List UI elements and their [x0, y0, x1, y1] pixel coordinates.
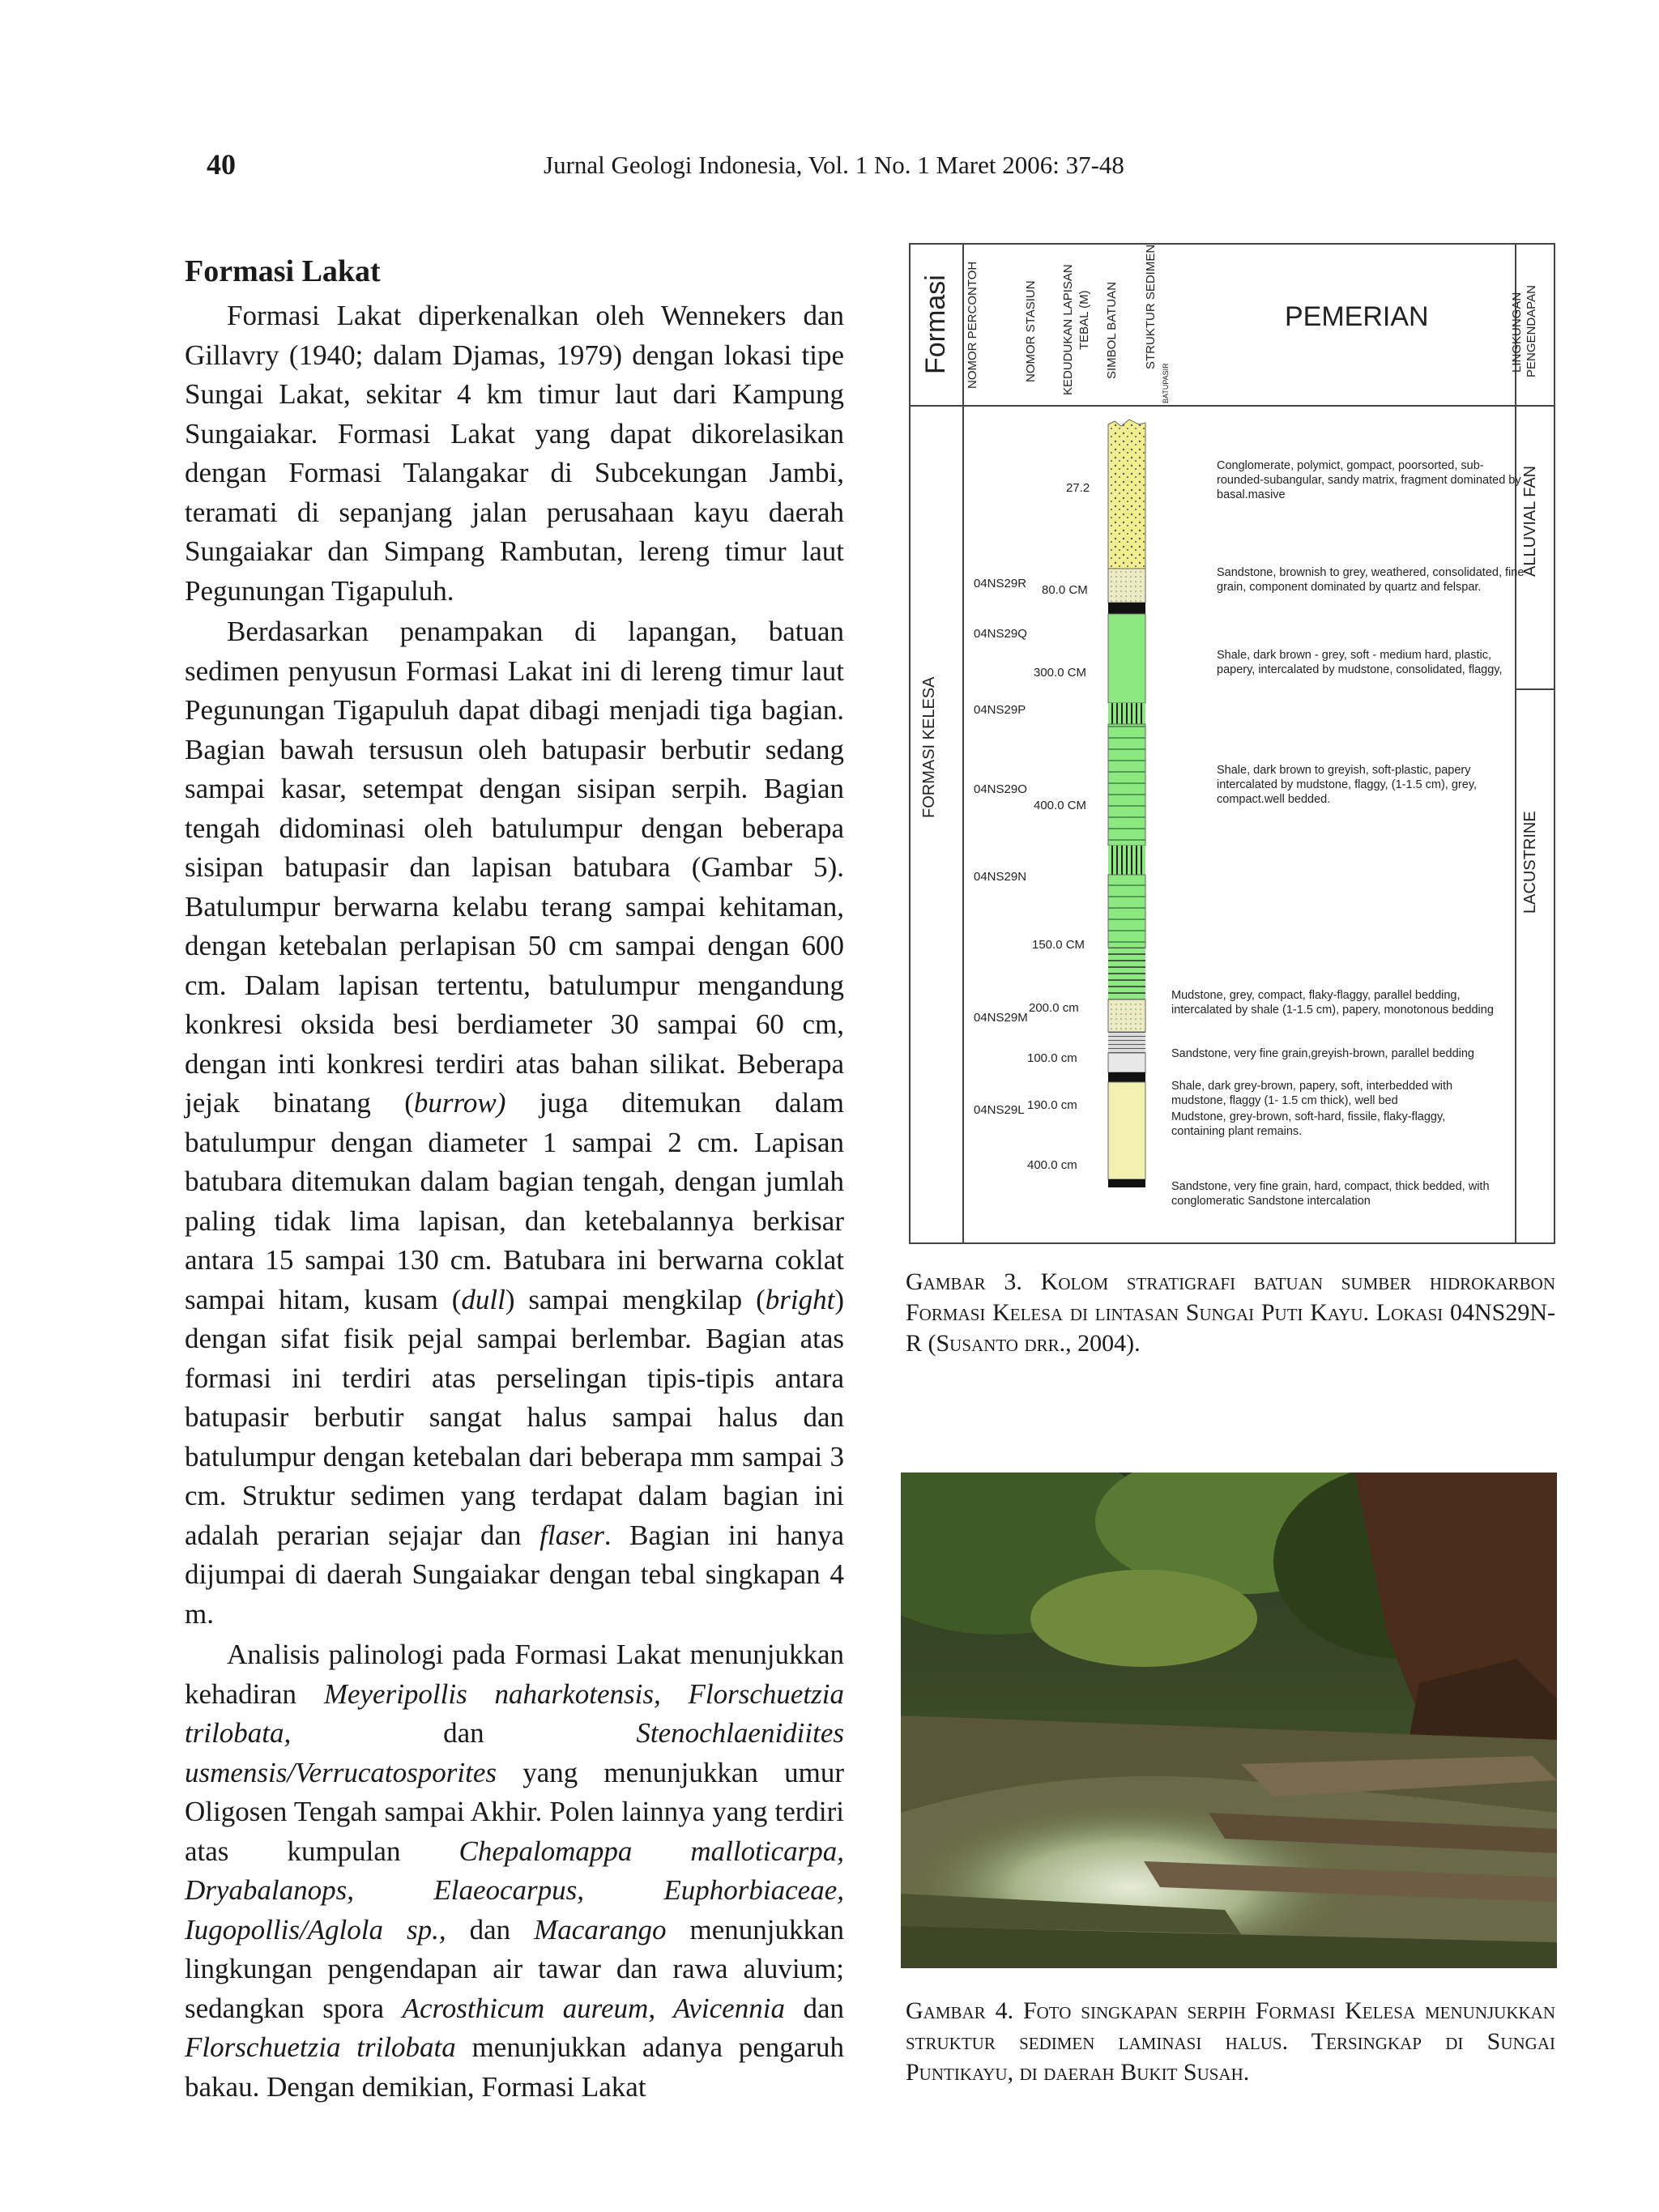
running-title: Jurnal Geologi Indonesia, Vol. 1 No. 1 Maret 2006: 37-48	[544, 151, 1124, 179]
sample-label: 04NS29N	[974, 870, 1027, 884]
header-formasi: Formasi	[920, 275, 951, 374]
paragraph-2-text-b: juga ditemukan dalam batulumpur dengan diameter 1 sampai 2 cm. Lapisan batubara ditemukan dalam bagian tengah, dengan jumlah paling tidak lima lapisan, dan ketebalannya berkisar antara 15 sampai 130 cm. Batubara ini berwarna coklat sampai hitam, kusam (	[185, 1087, 844, 1315]
header-nomor-stasiun: NOMOR STASIUN	[1024, 280, 1038, 382]
page-header	[207, 147, 1551, 188]
paragraph-3-text-f: dan	[784, 1992, 844, 2024]
base-coal	[1108, 1179, 1145, 1187]
stream-outcrop-image	[901, 1473, 1557, 1968]
description: Sandstone, very fine grain,greyish-brown, parallel bedding	[1171, 1047, 1474, 1060]
italic-taxa-5: Acrosthicum aureum, Avicennia	[402, 1992, 785, 2024]
mudstone-unit	[1108, 967, 1145, 999]
description: Conglomerate, polymict, gompact, poorsorted, sub-rounded-subangular, sandy matrix, fragment dominated by basal.masive	[1217, 459, 1521, 501]
thickness-label: 400.0 CM	[1034, 799, 1087, 812]
header-simbol: SIMBOL BATUAN	[1105, 281, 1119, 379]
header-kedudukan: KEDUDUKAN LAPISAN	[1061, 264, 1075, 395]
sandstone-hard	[1108, 1082, 1145, 1179]
thickness-label: 80.0 CM	[1042, 583, 1088, 597]
figure-4-caption: Gambar 4. Foto singkapan serpih Formasi Kelesa menunjukkan struktur sedimen laminasi halus. Tersingkap di Sungai Puntikayu, di daerah Bukit Susah.	[906, 1997, 1555, 2086]
paragraph-2-text-d: ) dengan sifat fisik pejal sampai berlembar. Bagian atas formasi ini terdiri atas perselingan tipis-tipis antara batupasir berbutir sangat halus sampai halus dan batulumpur dengan ketebalan dari beberapa mm sampai 3 cm. Struktur sedimen yang terdapat dalam bagian ini adalah perarian sejajar dan	[185, 1283, 844, 1551]
sample-label: 04NS29R	[974, 577, 1027, 590]
paragraph-2-text-e: . Bagian ini hanya dijumpai di daerah Sungaiakar dengan tebal singkapan 4 m.	[185, 1519, 844, 1630]
thickness-label: 190.0 cm	[1027, 1098, 1077, 1112]
conglomerate-unit	[1108, 420, 1145, 569]
description: Sandstone, very fine grain, hard, compact, thick bedded, with conglomeratic Sandstone intercalation	[1171, 1180, 1490, 1208]
italic-bright: bright	[765, 1283, 835, 1315]
paragraph-2	[185, 612, 844, 1634]
sample-label: 04NS29P	[974, 703, 1026, 717]
shale-laminated	[1108, 724, 1145, 846]
section-heading: Formasi Lakat	[185, 254, 381, 288]
header-pengendapan: PENGENDAPAN	[1525, 285, 1538, 377]
description: Mudstone, grey-brown, soft-hard, fissile, flaky-flaggy, containing plant remains.	[1171, 1110, 1446, 1138]
shale-grey	[1108, 1032, 1145, 1053]
italic-taxa-3: Chepalomappa malloticarpa, Dryabalanops, Elaeocarpus, Euphorbiaceae, Iugopollis/Aglola sp.,	[185, 1835, 844, 1946]
description: Mudstone, grey, compact, flaky-flaggy, parallel bedding, intercalated by shale (1-1.5 cm), papery, monotonous bedding	[1171, 989, 1494, 1016]
stratigraphic-column-figure	[909, 243, 1555, 1244]
header-nomor-percontoh: NOMOR PERCONTOH	[966, 261, 979, 389]
thickness-label: 300.0 CM	[1034, 666, 1087, 680]
sample-label: 04NS29M	[974, 1011, 1028, 1025]
header-struktur: STRUKTUR SEDIMEN	[1144, 244, 1158, 369]
header-batupasir: BATUPASIR	[1162, 363, 1170, 403]
shale-laminated	[1108, 875, 1145, 948]
italic-taxa-6: Florschuetzia trilobata	[185, 2031, 456, 2063]
sandstone-unit	[1108, 569, 1145, 603]
main-text-column	[185, 253, 844, 2108]
italic-flaser: flaser	[539, 1519, 604, 1551]
paragraph-3-text-b: dan	[291, 1717, 637, 1749]
thickness-label: 150.0 CM	[1032, 938, 1085, 952]
paragraph-3-text-g: menunjukkan adanya pengaruh bakau. Dengan demikian, Formasi Lakat	[185, 2031, 844, 2103]
italic-taxa-1: Meyeripollis naharkotensis, Florschuetzia trilobata,	[185, 1677, 845, 1749]
shale-striped	[1108, 703, 1145, 724]
description: Shale, dark brown - grey, soft - medium hard, plastic, papery, intercalated by mudstone, consolidated, flaggy,	[1217, 649, 1503, 676]
sample-label: 04NS29Q	[974, 627, 1027, 641]
paragraph-3-text-d: dan	[446, 1913, 535, 1946]
italic-taxa-2: Stenochlaenidiites usmensis/Verrucatosporites	[185, 1717, 844, 1788]
environment-lacustrine: LACUSTRINE	[1521, 811, 1539, 914]
sample-label: 04NS29O	[974, 782, 1027, 796]
paragraph-3-text-c: yang menunjukkan umur Oligosen Tengah sampai Akhir. Polen lainnya yang terdiri atas kumpulan	[185, 1756, 844, 1867]
paragraph-3-text-a: Analisis palinologi pada Formasi Lakat menunjukkan kehadiran	[185, 1639, 844, 1710]
paragraph-2-text-c: ) sampai mengkilap (	[505, 1283, 766, 1315]
italic-dull: dull	[461, 1283, 505, 1315]
shale-striped	[1108, 846, 1145, 875]
italic-burrow: burrow)	[413, 1087, 506, 1119]
coal-seam	[1108, 603, 1145, 614]
mudstone-unit	[1108, 948, 1145, 967]
sandstone-fine	[1108, 999, 1145, 1032]
thickness-label: 200.0 cm	[1029, 1001, 1079, 1015]
header-pemerian: PEMERIAN	[1285, 301, 1429, 332]
thickness-label: 27.2	[1066, 481, 1090, 495]
mudstone-grey	[1108, 1053, 1145, 1072]
outcrop-photo	[901, 1473, 1557, 1968]
italic-taxa-4: Macarango	[534, 1913, 667, 1946]
header-tebal: TEBAL (M)	[1077, 290, 1091, 350]
paragraph-1: Formasi Lakat diperkenalkan oleh Wennekers dan Gillavry (1940; dalam Djamas, 1979) dengan lokasi tipe Sungai Lakat, sekitar 4 km timur laut dari Kampung Sungaiakar. Formasi Lakat yang dapat dikorelasikan dengan Formasi Talangakar di Subcekungan Jambi, teramati di sepanjang jalan perusahaan kayu daerah Sungaiakar dan Simpang Rambutan, lereng timur laut Pegunungan Tigapuluh.	[185, 300, 844, 607]
formation-name-label: FORMASI KELESA	[920, 676, 938, 818]
paragraph-3-text-e: menunjukkan lingkungan pengendapan air tawar dan rawa aluvium; sedangkan spora	[185, 1913, 844, 2024]
description: Sandstone, brownish to grey, weathered, consolidated, fine grain, component dominated by quartz and felspar.	[1217, 566, 1525, 594]
coal-seam	[1108, 1072, 1145, 1082]
header-lingkungan: LINGKUNGAN	[1510, 292, 1524, 373]
page-number: 40	[207, 148, 236, 181]
description: Shale, dark brown to greyish, soft-plastic, papery intercalated by mudstone, flaggy, (1-1.5 cm), grey, compact.well bedded.	[1217, 764, 1478, 806]
sample-label: 04NS29L	[974, 1103, 1025, 1117]
figure-3-caption: Gambar 3. Kolom stratigrafi batuan sumber hidrokarbon Formasi Kelesa di lintasan Sungai Puti Kayu. Lokasi 04NS29N-R (Susanto drr., 2004).	[906, 1268, 1555, 1357]
thickness-label: 100.0 cm	[1027, 1051, 1077, 1065]
description: Shale, dark grey-brown, papery, soft, interbedded with mudstone, flaggy (1- 1.5 cm thick), well bed	[1171, 1080, 1453, 1107]
paragraph-2-text-a: Berdasarkan penampakan di lapangan, batuan sedimen penyusun Formasi Lakat ini di lereng timur laut Pegunungan Tigapuluh dapat dibagi menjadi tiga bagian. Bagian bawah tersusun oleh batupasir berbutir sedang sampai kasar, setempat dengan sisipan serpih. Bagian tengah didominasi oleh batulumpur dengan beberapa sisipan batupasir dan lapisan batubara (Gambar 5). Batulumpur berwarna kelabu terang sampai kehitaman, dengan ketebalan perlapisan 50 cm sampai dengan 600 cm. Dalam lapisan tertentu, batulumpur mengandung konkresi oksida besi berdiameter 30 sampai 60 cm, dengan inti konkresi terdiri atas bahan silikat. Beberapa jejak binatang (	[185, 616, 844, 1119]
paragraph-3	[185, 1635, 844, 2107]
shale-unit	[1108, 614, 1145, 703]
thickness-label: 400.0 cm	[1027, 1158, 1077, 1172]
environment-alluvial-fan: ALLUVIAL FAN	[1521, 465, 1539, 577]
